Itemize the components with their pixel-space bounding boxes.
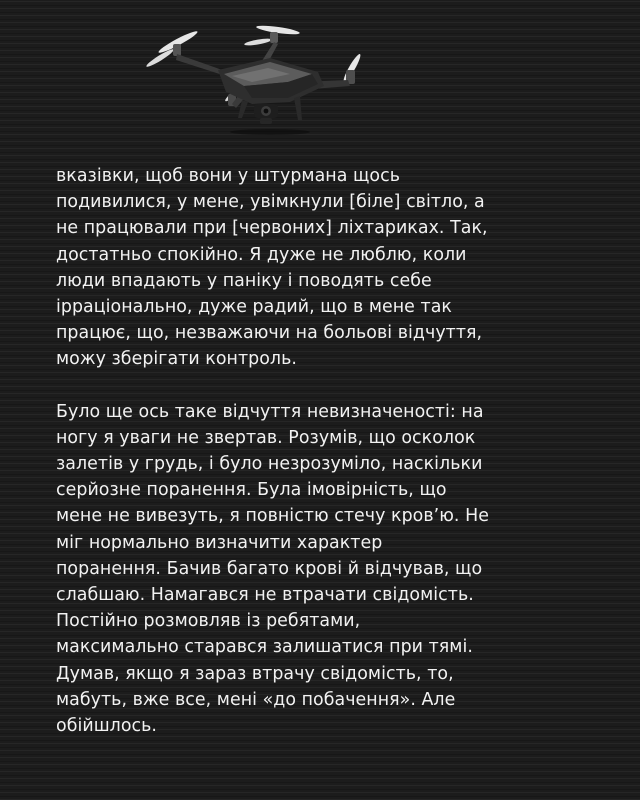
paragraph-2: Було ще ось таке відчуття невизначеності: на ногу я уваги не звертав. Розумів, що осколок залетів у грудь, і було незрозуміло, наскільки серйозне поранення. Була імовірність, що мене не вивезуть, я повністю стечу кров’ю. Не міг нормально визначити характер поранення. Бачив багато крові й відчував, що слабшаю. Намагався не втрачати свідомість. Постійно розмовляв із ребятами, максимально старався залишатися при тямі. Думав, якщо я зараз втрачу свідомість, то, мабуть, вже все, мені «до побачення». Але обійшлось.	[56, 401, 489, 737]
drone-icon	[140, 20, 370, 138]
article-text	[56, 163, 596, 739]
paragraph-1: вказівки, щоб вони у штурмана щось подивилися, у мене, увімкнули [біле] світло, а не працювали при [червоних] ліхтариках. Так, достатньо спокійно. Я дуже не люблю, коли люди впадають у паніку і поводять себе ірраціонально, дуже радий, що в мене так працює, що, незважаючи на больові відчуття, можу зберігати контроль.	[56, 166, 488, 370]
